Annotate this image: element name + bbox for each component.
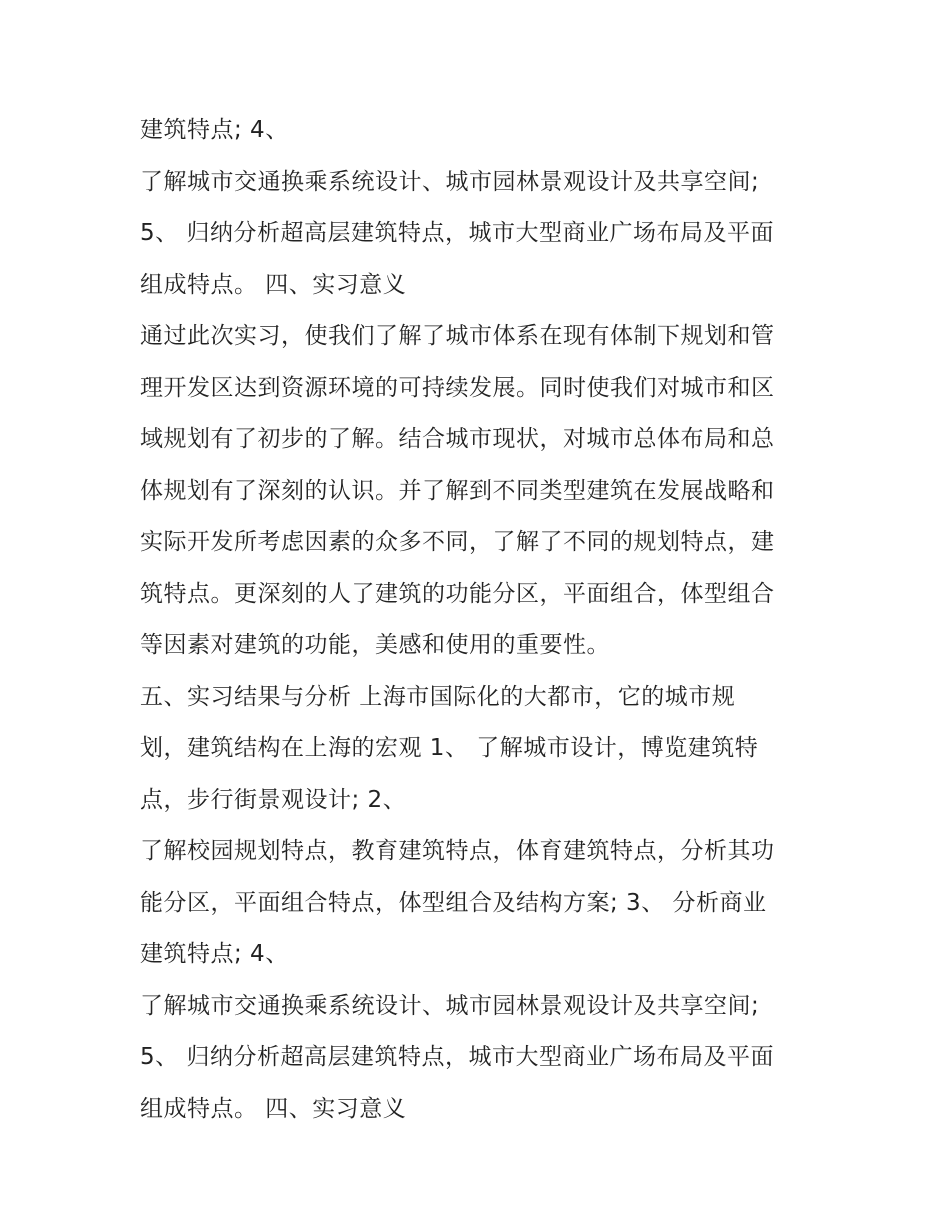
text-line: 组成特点。 四、实习意义 (140, 271, 407, 298)
text-line: 组成特点。 四、实习意义 (140, 1095, 407, 1122)
text-line: 能分区，平面组合特点，体型组合及结构方案; 3、 分析商业 (140, 889, 767, 916)
body-text (140, 105, 830, 1135)
text-line: 了解校园规划特点，教育建筑特点，体育建筑特点，分析其功 (140, 838, 775, 864)
text-line: 等因素对建筑的功能，美感和使用的重要性。 (140, 632, 610, 658)
text-line: 点，步行街景观设计; 2、 (140, 786, 407, 813)
text-line: 通过此次实习，使我们了解了城市体系在现有体制下规划和管 (140, 323, 775, 349)
text-line: 5、 归纳分析超高层建筑特点，城市大型商业广场布局及平面 (140, 220, 774, 246)
text-line: 理开发区达到资源环境的可持续发展。同时使我们对城市和区 (140, 374, 775, 401)
text-line: 实际开发所考虑因素的众多不同，了解了不同的规划特点，建 (140, 529, 775, 555)
text-line: 五、实习结果与分析 上海市国际化的大都市，它的城市规 (140, 683, 736, 710)
text-line: 了解城市交通换乘系统设计、城市园林景观设计及共享空间; (140, 168, 760, 195)
text-line: 体规划有了深刻的认识。并了解到不同类型建筑在发展战略和 (140, 477, 775, 504)
text-line: 5、 归纳分析超高层建筑特点，城市大型商业广场布局及平面 (140, 1044, 774, 1070)
text-line: 划，建筑结构在上海的宏观 1、 了解城市设计，博览建筑特 (140, 735, 759, 761)
text-line: 建筑特点; 4、 (140, 117, 289, 143)
text-line: 了解城市交通换乘系统设计、城市园林景观设计及共享空间; (140, 992, 760, 1019)
text-line: 建筑特点; 4、 (140, 941, 289, 967)
text-line: 域规划有了初步的了解。结合城市现状，对城市总体布局和总 (140, 426, 775, 452)
text-line: 筑特点。更深刻的人了建筑的功能分区，平面组合，体型组合 (140, 580, 775, 607)
